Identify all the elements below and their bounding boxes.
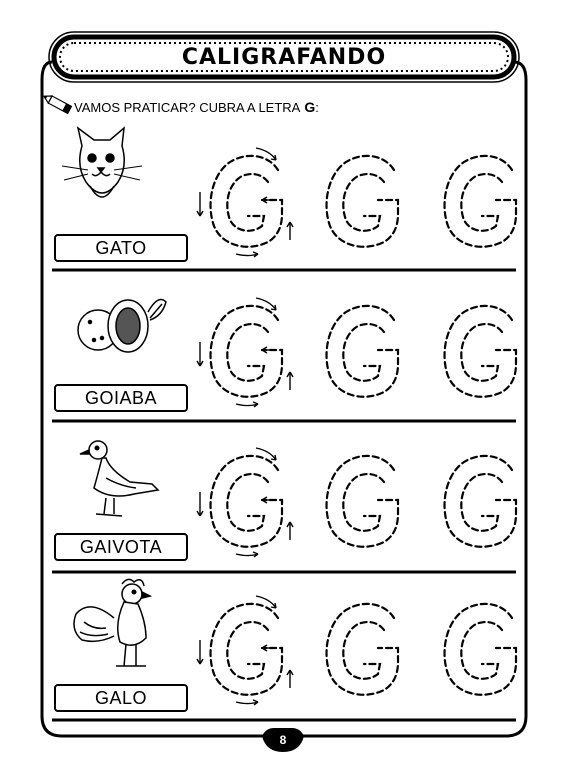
word-label: GAIVOTA [54,533,188,561]
trace-letter-guided [197,596,293,705]
trace-letter-guided [197,448,293,557]
instruction [74,96,319,118]
pencil-icon [42,93,71,114]
cat-face-icon [62,128,142,197]
seagull-icon [80,441,158,516]
page-number: 8 [279,733,287,747]
word-label: GATO [54,234,188,262]
trace-letter[interactable] [445,156,516,247]
trace-letter[interactable] [327,306,398,397]
title-banner [54,37,514,77]
guava-fruit-icon [78,300,166,352]
trace-letter[interactable] [327,456,398,547]
page-title: CALIGRAFANDO [181,44,387,70]
trace-letter-guided [197,298,293,407]
instruction-colon: : [315,99,319,115]
trace-letter[interactable] [445,306,516,397]
word-label: GOIABA [54,384,188,412]
instruction-text: VAMOS PRATICAR? CUBRA A LETRA [74,99,301,115]
trace-letter[interactable] [327,156,398,247]
trace-letter[interactable] [445,456,516,547]
word-label: GALO [54,684,188,712]
trace-letter[interactable] [445,604,516,695]
rooster-icon [74,579,150,666]
trace-letter-guided [197,148,293,257]
trace-letter[interactable] [327,604,398,695]
instruction-letter: G [304,99,316,115]
